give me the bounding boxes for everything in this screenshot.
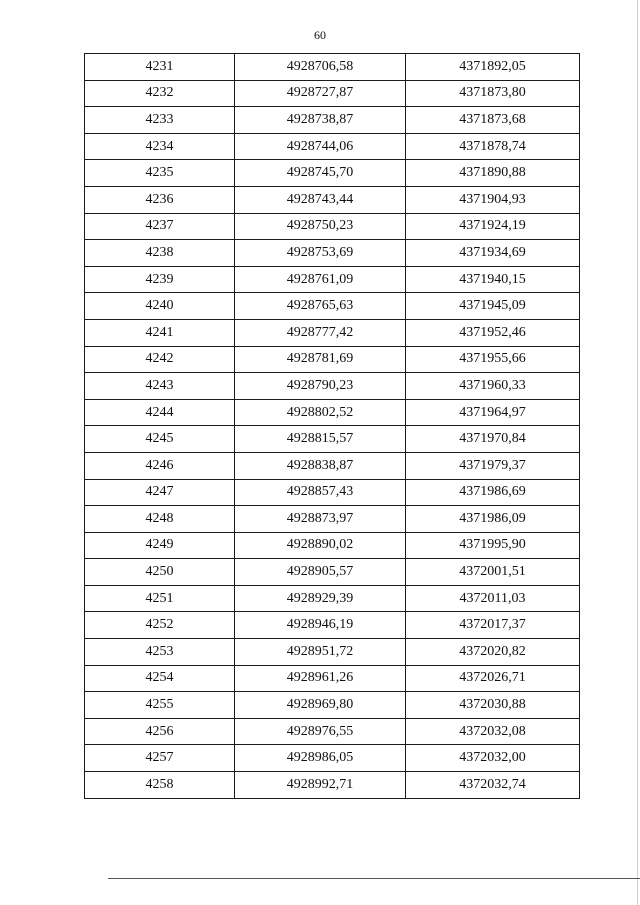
table-row	[85, 506, 580, 533]
point-number-cell: 4233	[85, 107, 235, 134]
point-number-cell: 4256	[85, 718, 235, 745]
y-coordinate-cell: 4371892,05	[406, 54, 580, 81]
x-coordinate-cell: 4928905,57	[235, 559, 406, 586]
table-row	[85, 532, 580, 559]
x-coordinate-cell: 4928838,87	[235, 452, 406, 479]
x-coordinate-cell: 4928777,42	[235, 319, 406, 346]
point-number-cell: 4254	[85, 665, 235, 692]
point-number-cell: 4242	[85, 346, 235, 373]
coordinates-table	[84, 53, 580, 799]
x-coordinate-cell: 4928992,71	[235, 772, 406, 799]
y-coordinate-cell: 4372001,51	[406, 559, 580, 586]
y-coordinate-cell: 4372011,03	[406, 585, 580, 612]
x-coordinate-cell: 4928890,02	[235, 532, 406, 559]
y-coordinate-cell: 4371964,97	[406, 399, 580, 426]
x-coordinate-cell: 4928781,69	[235, 346, 406, 373]
page-edge-line	[637, 0, 638, 905]
y-coordinate-cell: 4371940,15	[406, 266, 580, 293]
x-coordinate-cell: 4928738,87	[235, 107, 406, 134]
y-coordinate-cell: 4371986,69	[406, 479, 580, 506]
table-row	[85, 373, 580, 400]
y-coordinate-cell: 4372032,00	[406, 745, 580, 772]
y-coordinate-cell: 4372020,82	[406, 639, 580, 666]
point-number-cell: 4239	[85, 266, 235, 293]
table-row	[85, 54, 580, 81]
table-row	[85, 346, 580, 373]
table-row	[85, 559, 580, 586]
page-number: 60	[314, 28, 326, 42]
y-coordinate-cell: 4372026,71	[406, 665, 580, 692]
x-coordinate-cell: 4928753,69	[235, 240, 406, 267]
table-body	[85, 54, 580, 799]
table-row	[85, 293, 580, 320]
x-coordinate-cell: 4928802,52	[235, 399, 406, 426]
table-row	[85, 107, 580, 134]
x-coordinate-cell: 4928743,44	[235, 186, 406, 213]
point-number-cell: 4246	[85, 452, 235, 479]
bottom-rule	[108, 878, 640, 879]
point-number-cell: 4247	[85, 479, 235, 506]
y-coordinate-cell: 4372030,88	[406, 692, 580, 719]
point-number-cell: 4248	[85, 506, 235, 533]
y-coordinate-cell: 4371995,90	[406, 532, 580, 559]
y-coordinate-cell: 4371952,46	[406, 319, 580, 346]
point-number-cell: 4250	[85, 559, 235, 586]
point-number-cell: 4252	[85, 612, 235, 639]
table-row	[85, 80, 580, 107]
table-row	[85, 213, 580, 240]
table-row	[85, 186, 580, 213]
table-row	[85, 319, 580, 346]
x-coordinate-cell: 4928951,72	[235, 639, 406, 666]
x-coordinate-cell: 4928873,97	[235, 506, 406, 533]
table-row	[85, 240, 580, 267]
table-row	[85, 772, 580, 799]
point-number-cell: 4235	[85, 160, 235, 187]
y-coordinate-cell: 4371873,80	[406, 80, 580, 107]
y-coordinate-cell: 4372017,37	[406, 612, 580, 639]
y-coordinate-cell: 4371986,09	[406, 506, 580, 533]
table-row	[85, 745, 580, 772]
point-number-cell: 4234	[85, 133, 235, 160]
x-coordinate-cell: 4928790,23	[235, 373, 406, 400]
y-coordinate-cell: 4372032,74	[406, 772, 580, 799]
x-coordinate-cell: 4928857,43	[235, 479, 406, 506]
table-row	[85, 133, 580, 160]
y-coordinate-cell: 4371904,93	[406, 186, 580, 213]
x-coordinate-cell: 4928750,23	[235, 213, 406, 240]
table-row	[85, 266, 580, 293]
point-number-cell: 4231	[85, 54, 235, 81]
x-coordinate-cell: 4928745,70	[235, 160, 406, 187]
point-number-cell: 4240	[85, 293, 235, 320]
point-number-cell: 4258	[85, 772, 235, 799]
point-number-cell: 4253	[85, 639, 235, 666]
table-row	[85, 426, 580, 453]
x-coordinate-cell: 4928961,26	[235, 665, 406, 692]
y-coordinate-cell: 4371955,66	[406, 346, 580, 373]
y-coordinate-cell: 4371890,88	[406, 160, 580, 187]
x-coordinate-cell: 4928744,06	[235, 133, 406, 160]
table-row	[85, 692, 580, 719]
y-coordinate-cell: 4371945,09	[406, 293, 580, 320]
table-row	[85, 479, 580, 506]
y-coordinate-cell: 4371878,74	[406, 133, 580, 160]
table-row	[85, 160, 580, 187]
x-coordinate-cell: 4928969,80	[235, 692, 406, 719]
x-coordinate-cell: 4928761,09	[235, 266, 406, 293]
table-row	[85, 665, 580, 692]
point-number-cell: 4241	[85, 319, 235, 346]
x-coordinate-cell: 4928976,55	[235, 718, 406, 745]
y-coordinate-cell: 4371960,33	[406, 373, 580, 400]
y-coordinate-cell: 4371934,69	[406, 240, 580, 267]
table-row	[85, 452, 580, 479]
point-number-cell: 4255	[85, 692, 235, 719]
point-number-cell: 4236	[85, 186, 235, 213]
table-row	[85, 612, 580, 639]
x-coordinate-cell: 4928929,39	[235, 585, 406, 612]
point-number-cell: 4238	[85, 240, 235, 267]
y-coordinate-cell: 4371970,84	[406, 426, 580, 453]
x-coordinate-cell: 4928706,58	[235, 54, 406, 81]
point-number-cell: 4245	[85, 426, 235, 453]
point-number-cell: 4244	[85, 399, 235, 426]
x-coordinate-cell: 4928765,63	[235, 293, 406, 320]
x-coordinate-cell: 4928986,05	[235, 745, 406, 772]
y-coordinate-cell: 4372032,08	[406, 718, 580, 745]
x-coordinate-cell: 4928815,57	[235, 426, 406, 453]
x-coordinate-cell: 4928727,87	[235, 80, 406, 107]
point-number-cell: 4257	[85, 745, 235, 772]
y-coordinate-cell: 4371979,37	[406, 452, 580, 479]
table-row	[85, 585, 580, 612]
table-row	[85, 718, 580, 745]
y-coordinate-cell: 4371873,68	[406, 107, 580, 134]
point-number-cell: 4251	[85, 585, 235, 612]
point-number-cell: 4243	[85, 373, 235, 400]
table-row	[85, 639, 580, 666]
y-coordinate-cell: 4371924,19	[406, 213, 580, 240]
table-row	[85, 399, 580, 426]
point-number-cell: 4237	[85, 213, 235, 240]
point-number-cell: 4249	[85, 532, 235, 559]
point-number-cell: 4232	[85, 80, 235, 107]
x-coordinate-cell: 4928946,19	[235, 612, 406, 639]
